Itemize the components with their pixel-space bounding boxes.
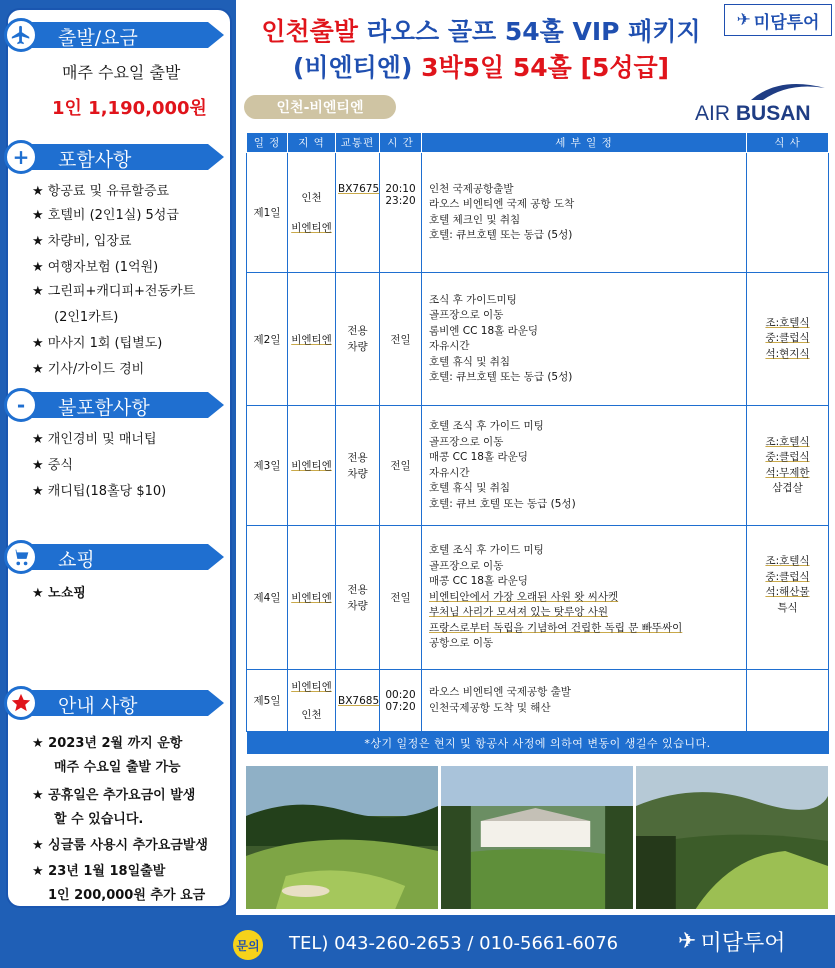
meals-cell [747,670,829,732]
fairway-photo [636,766,828,909]
notice-item: 매주 수요일 출발 가능 [54,760,181,775]
time-cell: 전일 [380,273,422,406]
header-details: 세 부 일 정 [422,133,747,153]
airline-name-b: BUSAN [735,102,811,125]
transport-cell: BX7675 [336,153,380,273]
footer-brand-name: 미담투어 [700,931,786,956]
resort-hotel-photo [441,766,633,909]
table-row [247,406,829,526]
notice-item: 할 수 있습니다. [54,812,144,827]
star-icon [4,686,38,720]
contact-phone[interactable]: TEL) 043-260-2653 / 010-5661-6076 [289,933,619,954]
inquiry-badge: 문의 [233,930,263,960]
airline-logo [693,80,828,128]
info-sidebar [6,8,232,908]
transport-cell: 전용 차량 [336,273,380,406]
day-cell: 제5일 [247,670,288,732]
region-cell: 비엔티엔 [288,526,336,670]
notice-title: 안내 사항 [58,695,138,717]
region-cell: 인천 비엔티엔 [288,153,336,273]
day-cell: 제3일 [247,406,288,526]
region-cell: 비엔티엔 [288,273,336,406]
table-row [247,670,829,732]
included-item: ★ 기사/가이드 경비 [32,362,145,377]
time-cell: 전일 [380,526,422,670]
transport-cell: 전용 차량 [336,526,380,670]
airline-name-a: AIR [695,102,731,125]
details-cell: 인천 국제공항출발 라오스 비엔티엔 국제 공항 도착 호텔 체크인 및 취침 호텔: 큐브호텔 또는 동급 (5성) [422,153,747,273]
meals-cell: 조:호텔식 중:클럽식 석:무제한 삼겹살 [747,406,829,526]
included-header [4,140,230,172]
golf-course-photo [246,766,438,909]
details-cell: 조식 후 가이드미팅 골프장으로 이동 롬비엔 CC 18홀 라운딩 자유시간 호텔 휴식 및 취침 호텔: 큐브호텔 또는 동급 (5성) [422,273,747,406]
header-transport: 교통편 [336,133,380,153]
shopping-cart-icon [4,540,38,574]
notice-header [4,686,230,718]
plus-icon: + [4,140,38,174]
included-item: ★ 차량비, 입장료 [32,234,132,249]
footer-brand [678,926,785,957]
header-time: 시 간 [380,133,422,153]
table-row [247,526,829,670]
notice-item: ★ 2023년 2월 까지 운항 [32,736,183,751]
notice-item: ★ 공휴일은 추가요금이 발생 [32,788,196,803]
photo-strip [246,766,828,909]
excluded-item: ★ 캐디팁(18홀당 $10) [32,484,167,499]
footnote: *상기 일정은 현지 및 항공사 사정에 의하여 변동이 생길수 있습니다. [247,732,829,754]
transport-cell: BX7685 [336,670,380,732]
included-item: ★ 마사지 1회 (팁별도) [32,336,163,351]
excluded-item: ★ 개인경비 및 매너팁 [32,432,157,447]
departure-header [4,18,230,50]
region-cell: 비엔티엔 [288,406,336,526]
time-cell: 00:20 07:20 [380,670,422,732]
brand-logo [724,4,832,36]
included-item: (2인1카트) [54,310,119,325]
page-title-line1: 인천출발 라오스 골프 54홀 VIP 패키지 [261,17,701,46]
table-header-row [247,133,829,153]
meals-cell: 조:호텔식 중:클럽식 석:해산물 특식 [747,526,829,670]
day-cell: 제2일 [247,273,288,406]
transport-cell: 전용 차량 [336,406,380,526]
details-cell: 호텔 조식 후 가이드 미팅 골프장으로 이동 매콩 CC 18홀 라운딩 자유시간 호텔 휴식 및 취침 호텔: 큐브 호텔 또는 동급 (5성) [422,406,747,526]
excluded-item: ★ 중식 [32,458,73,473]
airplane-icon [4,18,38,52]
shopping-item: ★ 노쇼핑 [32,586,86,601]
page-title-line2: (비엔티엔) 3박5일 54홀 [5성급] [292,53,670,82]
day-cell: 제1일 [247,153,288,273]
header-meals: 식 사 [747,133,829,153]
itinerary-table [246,132,829,754]
header-region: 지 역 [288,133,336,153]
excluded-header [4,388,230,420]
departure-title: 출발/요금 [58,27,138,49]
meals-cell: 조:호텔식 중:클럽식 석:현지식 [747,273,829,406]
table-row [247,153,829,273]
airplane-icon: ✈ [678,929,697,954]
included-item: ★ 그린피+캐디피+전동카트 [32,284,196,299]
time-cell: 20:10 23:20 [380,153,422,273]
meals-cell [747,153,829,273]
region-cell: 비엔티엔 인천 [288,670,336,732]
shopping-header [4,540,230,572]
included-item: ★ 항공료 및 유류할증료 [32,184,170,199]
header-day: 일 정 [247,133,288,153]
notice-item: ★ 23년 1월 18일출발 [32,864,166,879]
table-footnote-row [247,732,829,754]
minus-icon: - [4,388,38,422]
excluded-title: 불포함사항 [58,397,150,419]
notice-item: ★ 싱글룸 사용시 추가요금발생 [32,838,208,853]
brand-name: 미담투어 [753,12,820,33]
departure-schedule: 매주 수요일 출발 [62,63,181,82]
notice-item: 1인 200,000원 추가 요금 [48,888,206,903]
time-cell: 전일 [380,406,422,526]
day-cell: 제4일 [247,526,288,670]
table-row [247,273,829,406]
route-badge: 인천-비엔티엔 [244,95,396,119]
included-item: ★ 호텔비 (2인1실) 5성급 [32,208,179,223]
details-cell: 호텔 조식 후 가이드 미팅 골프장으로 이동 매콩 CC 18홀 라운딩 비엔티안에서 가장 오래된 사원 왓 씨사켓 부처님 사리가 모셔져 있는 탓루앙 사원 프랑스로부터 독립을 기념하여 건립한 독립 문 빠뚜싸이 공항으로 이동 [422,526,747,670]
included-title: 포함사항 [58,149,132,171]
airline-swoosh-icon [749,80,827,104]
shopping-title: 쇼핑 [58,549,95,571]
price: 1인 1,190,000원 [52,98,207,119]
included-item: ★ 여행자보험 (1억원) [32,260,159,275]
airplane-icon: ✈ [736,10,751,30]
details-cell: 라오스 비엔티엔 국제공항 출발 인천국제공항 도착 및 해산 [422,670,747,732]
